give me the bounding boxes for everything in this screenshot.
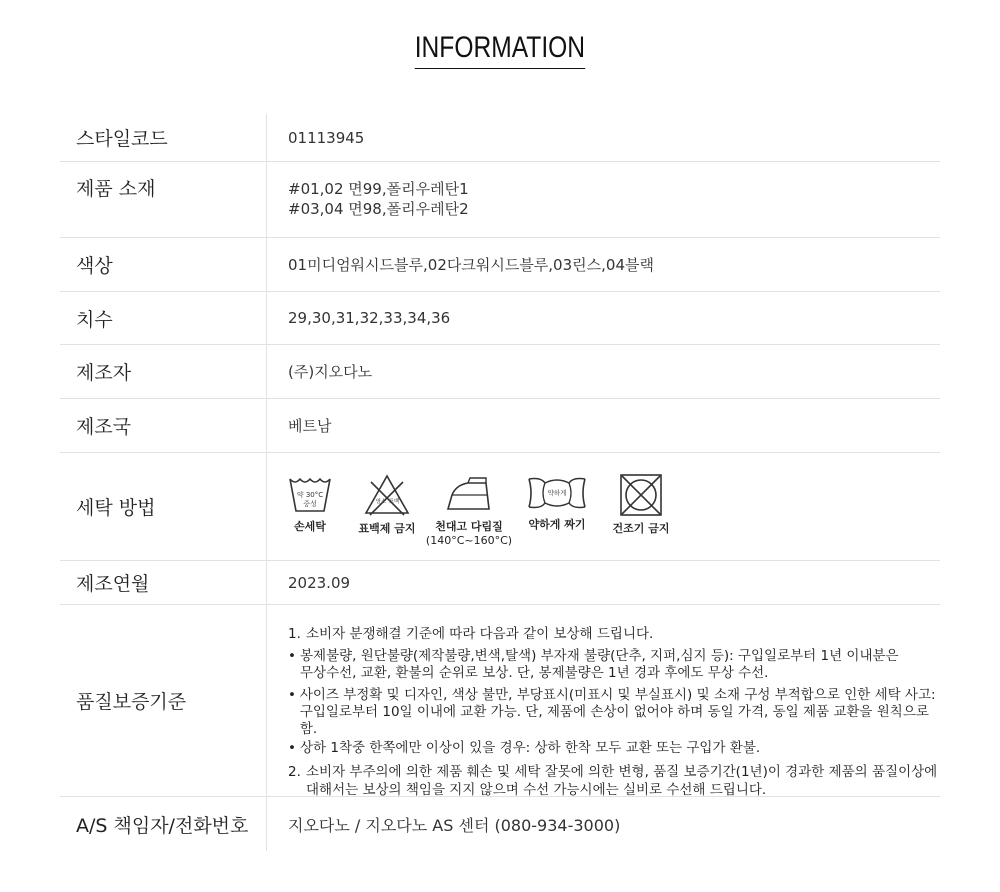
as-value: 지오다노 / 지오다노 AS 센터 (080-934-3000) bbox=[288, 815, 621, 835]
color-label: 색상 bbox=[60, 238, 267, 291]
material-line: #01,02 면99,폴리우레탄1 bbox=[288, 180, 469, 198]
country-label: 제조국 bbox=[60, 399, 267, 452]
maker-label: 제조자 bbox=[60, 345, 267, 398]
quality-item-1 bbox=[288, 625, 653, 643]
quality-bullet bbox=[288, 648, 899, 682]
quality-item-line: 소비자 부주의에 의한 제품 훼손 및 세탁 잘못에 의한 변형, 품질 보증기간(1년)이 경과한 제품의 품질이상에 bbox=[306, 764, 938, 780]
material-value bbox=[267, 162, 940, 237]
wash-caption: 표백제 금지 bbox=[358, 522, 416, 535]
row-country bbox=[60, 399, 940, 453]
wash-item-no-dryer bbox=[609, 473, 673, 536]
hand-wash-inner-text: 약 30°C bbox=[296, 491, 324, 499]
quality-label: 품질보증기준 bbox=[60, 605, 267, 796]
quality-item-line: 대해서는 보상의 책임을 지지 않으며 수선 가능시에는 실비로 수선해 드립니다. bbox=[306, 782, 767, 798]
quality-item-number: 2. bbox=[288, 764, 301, 780]
wash-caption: 건조기 금지 bbox=[612, 522, 670, 535]
quality-bullet-line: 사이즈 부정확 및 디자인, 색상 불만, 부당표시(미표시 및 부실표시) 및 소재 구성 부적합으로 인한 세탁 사고: bbox=[299, 687, 936, 703]
country-value: 베트남 bbox=[288, 417, 332, 435]
wash-item-hand-wash bbox=[285, 473, 335, 534]
row-wash bbox=[60, 453, 940, 561]
info-table bbox=[60, 114, 940, 851]
row-quality bbox=[60, 605, 940, 797]
row-color bbox=[60, 238, 940, 292]
date-label: 제조연월 bbox=[60, 561, 267, 604]
wash-subcaption: (140°C~160°C) bbox=[425, 534, 513, 547]
size-value: 29,30,31,32,33,34,36 bbox=[288, 309, 451, 327]
wash-caption: 약하게 짜기 bbox=[528, 518, 586, 531]
wash-caption: 천대고 다림질 bbox=[435, 520, 503, 533]
wash-item-gentle-wring bbox=[525, 473, 589, 532]
as-label: A/S 책임자/전화번호 bbox=[60, 797, 267, 851]
row-material bbox=[60, 162, 940, 238]
quality-bullet bbox=[288, 687, 940, 738]
style-code-value: 01113945 bbox=[288, 128, 365, 147]
quality-value bbox=[267, 605, 940, 796]
quality-item-text: 소비자 분쟁해결 기준에 따라 다음과 같이 보상해 드립니다. bbox=[306, 626, 654, 642]
wash-item-iron bbox=[425, 473, 513, 548]
no-tumble-dry-icon bbox=[619, 473, 663, 517]
quality-bullet bbox=[288, 740, 760, 757]
row-style-code bbox=[60, 114, 940, 162]
no-bleach-icon bbox=[363, 473, 411, 517]
iron-icon bbox=[444, 473, 494, 515]
row-date bbox=[60, 561, 940, 605]
page-title: INFORMATION bbox=[415, 30, 585, 69]
color-value: 01미디엄워시드블루,02다크워시드블루,03린스,04블랙 bbox=[288, 256, 654, 274]
no-bleach-inner-text: 표백 bbox=[388, 499, 400, 505]
quality-item-2 bbox=[288, 763, 937, 799]
quality-bullet-line: 상하 1착중 한쪽에만 이상이 있을 경우: 상하 한착 모두 교환 또는 구입가 환불. bbox=[300, 740, 761, 756]
hand-wash-icon bbox=[287, 473, 333, 515]
quality-item-number: 1. bbox=[288, 626, 301, 642]
style-code-label: 스타일코드 bbox=[60, 114, 267, 161]
wash-caption: 손세탁 bbox=[294, 520, 326, 533]
maker-value: (주)지오다노 bbox=[288, 363, 373, 381]
quality-bullet-line: 봉제불량, 원단불량(제작불량,변색,탈색) 부자재 불량(단추, 지퍼,심지 등): 구입일로부터 1년 이내분은 bbox=[300, 648, 899, 664]
gentle-wring-icon bbox=[527, 473, 587, 513]
wash-icons bbox=[285, 453, 673, 560]
bullet-dot: • bbox=[288, 740, 296, 756]
quality-bullet-line: 무상수선, 교환, 환불의 순위로 보상. 단, 봉제불량은 1년 경과 후에도 무상 수선. bbox=[300, 665, 769, 681]
row-maker bbox=[60, 345, 940, 399]
material-line: #03,04 면98,폴리우레탄2 bbox=[288, 200, 469, 218]
hand-wash-inner-text: 중성 bbox=[303, 500, 317, 508]
size-label: 치수 bbox=[60, 292, 267, 344]
bullet-dot: • bbox=[288, 648, 296, 664]
gentle-wring-inner-text: 약하게 bbox=[547, 489, 567, 497]
quality-bullet-line: 구입일로부터 10일 이내에 교환 가능. 단, 제품에 손상이 없어야 하며 동일 가격, 동일 제품 교환을 원칙으로 함. bbox=[299, 704, 929, 737]
row-as bbox=[60, 797, 940, 851]
wash-item-no-bleach bbox=[357, 473, 417, 536]
bullet-dot: • bbox=[288, 687, 296, 703]
wash-label: 세탁 방법 bbox=[60, 453, 267, 560]
material-label: 제품 소재 bbox=[60, 162, 267, 237]
title-wrap bbox=[0, 30, 1000, 69]
date-value: 2023.09 bbox=[288, 573, 351, 592]
wash-value bbox=[267, 453, 940, 560]
no-bleach-inner-text: 염소 bbox=[375, 499, 387, 505]
row-size bbox=[60, 292, 940, 345]
